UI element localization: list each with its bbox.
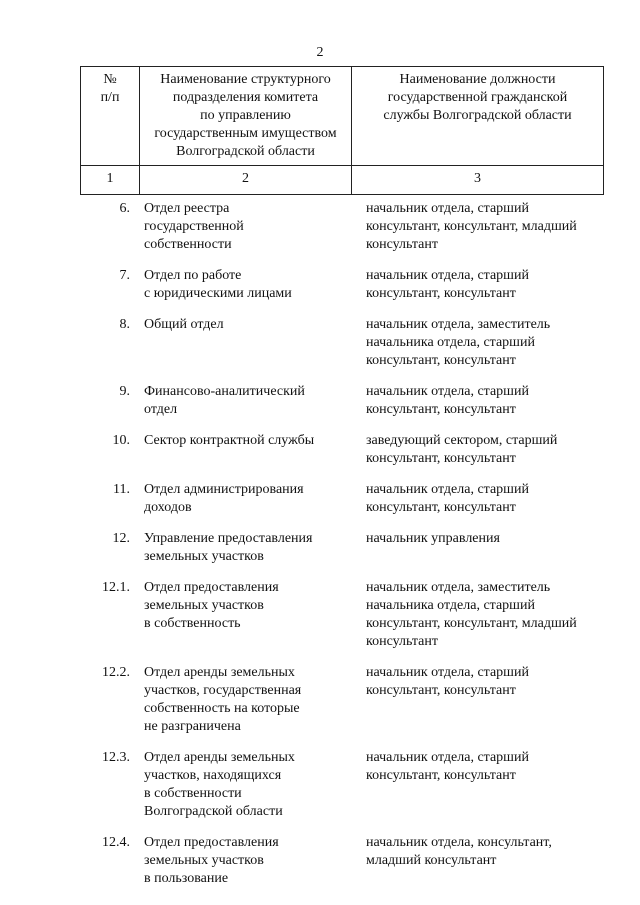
table-row <box>80 664 603 736</box>
row-number: 12. <box>112 531 130 546</box>
position-title-line: консультант, консультант <box>366 768 516 783</box>
department-name <box>144 316 354 370</box>
positions-list <box>80 200 603 901</box>
position-title <box>354 749 606 821</box>
department-name-line: участков, находящихся <box>144 768 282 783</box>
header-row <box>81 67 604 166</box>
department-name <box>144 530 354 566</box>
row-number: 12.4. <box>102 835 130 850</box>
department-name-line: Отдел аренды земельных <box>144 665 295 680</box>
column-number: 3 <box>352 166 604 195</box>
position-title-line: консультант, консультант <box>366 500 516 515</box>
table-row <box>80 316 603 370</box>
header-text-line: подразделения комитета <box>172 90 319 105</box>
table-row <box>80 834 603 888</box>
department-name-line: Общий отдел <box>144 317 224 332</box>
department-name-line: собственность на которые <box>144 701 300 716</box>
row-number: 8. <box>119 317 130 332</box>
position-title <box>354 316 606 370</box>
table-row <box>80 530 603 566</box>
position-title <box>354 579 606 651</box>
header-text-line: службы Волгоградской области <box>383 108 572 123</box>
column-number-row <box>81 166 604 195</box>
row-number: 12.2. <box>102 665 130 680</box>
position-title-line: начальник отдела, консультант, <box>366 835 552 850</box>
department-name-line: в собственность <box>144 616 241 631</box>
position-title-line: консультант, консультант <box>366 402 516 417</box>
department-name-line: Отдел аренды земельных <box>144 750 295 765</box>
column-number: 1 <box>81 166 140 195</box>
department-name-line: доходов <box>144 500 192 515</box>
department-name-line: государственной <box>144 219 244 234</box>
position-title <box>354 432 606 468</box>
department-name <box>144 664 354 736</box>
department-name-line: участков, государственная <box>144 683 302 698</box>
table-row <box>80 579 603 651</box>
header-text-line: государственным имуществом <box>154 126 337 141</box>
position-title <box>354 530 606 566</box>
header-text-line: государственной гражданской <box>387 90 568 105</box>
position-title-line: консультант, консультант <box>366 286 516 301</box>
row-number: 12.1. <box>102 580 130 595</box>
department-name-line: Волгоградской области <box>144 804 283 819</box>
position-title-line: консультант, консультант, младший <box>366 219 577 234</box>
department-name <box>144 267 354 303</box>
position-title-line: начальник отдела, заместитель <box>366 580 551 595</box>
table-row <box>80 267 603 303</box>
department-name <box>144 749 354 821</box>
position-title <box>354 200 606 254</box>
department-name-line: собственности <box>144 237 232 252</box>
header-text-line: Наименование должности <box>399 72 556 87</box>
department-name <box>144 481 354 517</box>
position-title-line: консультант, консультант, младший <box>366 616 577 631</box>
position-title-line: заведующий сектором, старший <box>366 433 558 448</box>
row-number: 10. <box>112 433 130 448</box>
position-title-line: консультант <box>366 237 438 252</box>
position-title <box>354 383 606 419</box>
position-title-line: консультант, консультант <box>366 353 516 368</box>
position-title <box>354 481 606 517</box>
department-name <box>144 834 354 888</box>
position-title-line: начальник отдела, старший <box>366 750 529 765</box>
department-name <box>144 432 354 468</box>
row-number: 12.3. <box>102 750 130 765</box>
header-col-department <box>140 67 352 166</box>
table-row <box>80 481 603 517</box>
department-name-line: Отдел предоставления <box>144 580 279 595</box>
header-table <box>80 66 604 195</box>
header-text-line: № <box>103 72 117 87</box>
department-name-line: в пользование <box>144 871 229 886</box>
position-title-line: начальник отдела, старший <box>366 384 529 399</box>
department-name-line: земельных участков <box>144 598 264 613</box>
position-title <box>354 834 606 888</box>
position-title-line: начальник отдела, старший <box>366 665 529 680</box>
table-row <box>80 749 603 821</box>
position-title <box>354 267 606 303</box>
position-title-line: начальник отдела, старший <box>366 268 529 283</box>
header-col-position <box>352 67 604 166</box>
department-name-line: в собственности <box>144 786 242 801</box>
table-row <box>80 432 603 468</box>
position-title-line: консультант, консультант <box>366 451 516 466</box>
department-name <box>144 200 354 254</box>
column-number: 2 <box>140 166 352 195</box>
department-name <box>144 383 354 419</box>
table-row <box>80 200 603 254</box>
position-title-line: консультант <box>366 634 438 649</box>
row-number: 9. <box>119 384 130 399</box>
department-name-line: отдел <box>144 402 178 417</box>
position-title-line: начальник отдела, старший <box>366 201 529 216</box>
position-title-line: начальника отдела, старший <box>366 598 535 613</box>
department-name-line: земельных участков <box>144 853 264 868</box>
row-number: 6. <box>119 201 130 216</box>
department-name-line: Финансово-аналитический <box>144 384 305 399</box>
page-number: 2 <box>316 45 324 60</box>
department-name-line: не разграничена <box>144 719 241 734</box>
position-title-line: начальник управления <box>366 531 500 546</box>
header-text-line: по управлению <box>200 108 291 123</box>
header-text-line: Волгоградской области <box>176 144 315 159</box>
header-col-number <box>81 67 140 166</box>
position-title-line: начальника отдела, старший <box>366 335 535 350</box>
department-name-line: Отдел предоставления <box>144 835 279 850</box>
department-name-line: Отдел администрирования <box>144 482 304 497</box>
position-title-line: начальник отдела, заместитель <box>366 317 551 332</box>
department-name-line: Отдел реестра <box>144 201 230 216</box>
header-text-line: Наименование структурного <box>160 72 331 87</box>
department-name-line: Сектор контрактной службы <box>144 433 315 448</box>
position-title-line: младший консультант <box>366 853 497 868</box>
table-row <box>80 383 603 419</box>
department-name-line: Управление предоставления <box>144 531 313 546</box>
department-name <box>144 579 354 651</box>
department-name-line: Отдел по работе <box>144 268 242 283</box>
position-title <box>354 664 606 736</box>
position-title-line: начальник отдела, старший <box>366 482 529 497</box>
row-number: 11. <box>113 482 130 497</box>
department-name-line: с юридическими лицами <box>144 286 292 301</box>
header-text-line: п/п <box>100 90 120 105</box>
row-number: 7. <box>119 268 130 283</box>
position-title-line: консультант, консультант <box>366 683 516 698</box>
department-name-line: земельных участков <box>144 549 264 564</box>
